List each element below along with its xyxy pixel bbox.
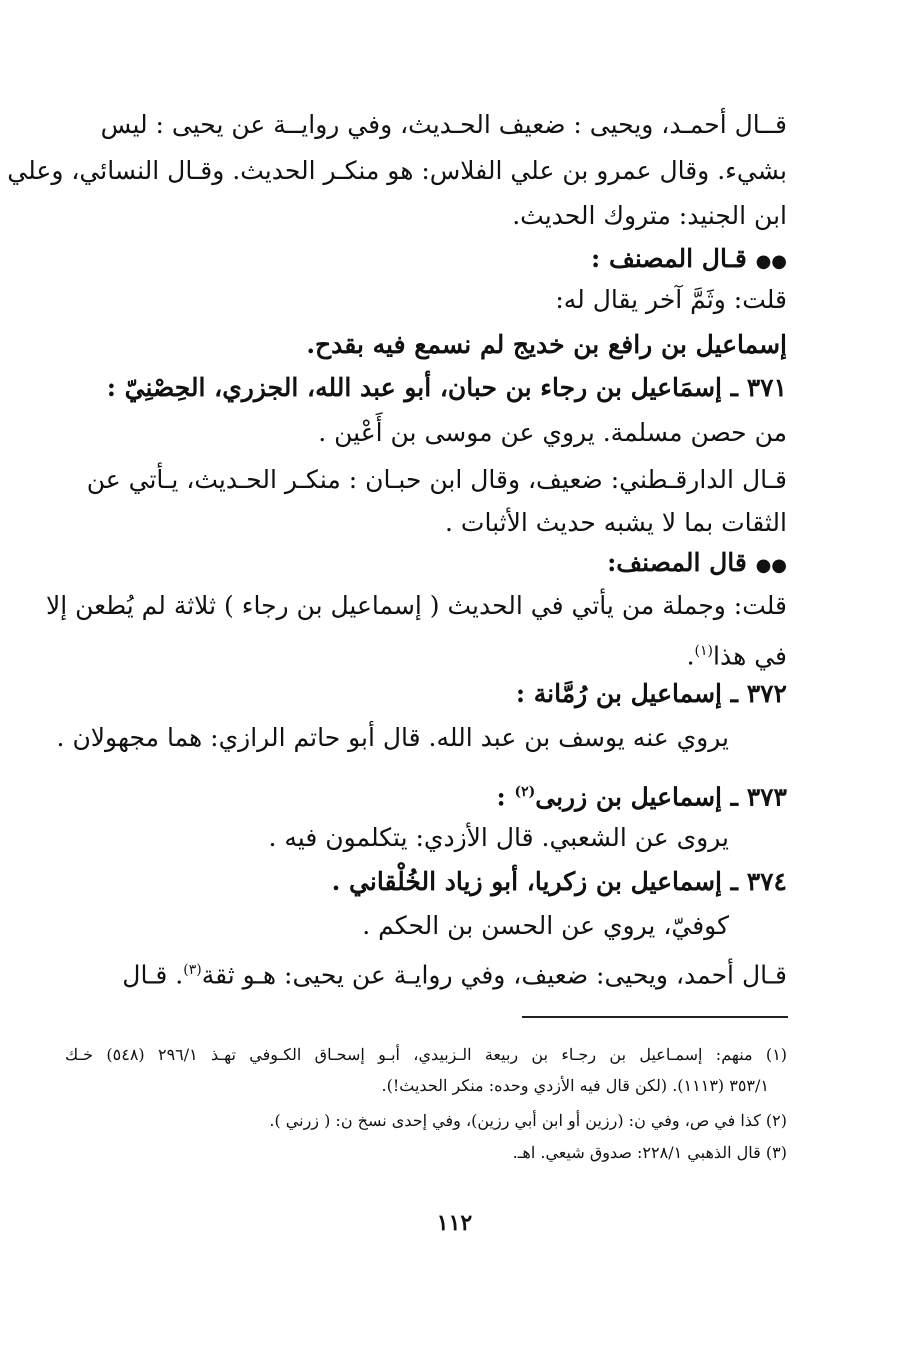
text-line: قلت: وثَمَّ آخر يقال له:: [555, 285, 787, 314]
bullet-dots-icon: ●●: [755, 251, 787, 272]
entry-heading-374: ٣٧٤ ـ إسماعيل بن زكريا، أبو زياد الخُلْقاني .: [331, 867, 787, 896]
text-line: قــال أحمـد، ويحيى : ضعيف الحـديث، وفي روايــة عن يحيى : ليس: [100, 110, 787, 139]
page-number: ١١٢: [436, 1210, 473, 1236]
footnote-ref: (٣): [183, 962, 202, 978]
entry-heading-371: ٣٧١ ـ إسمَاعيل بن رجاء بن حبان، أبو عبد الله، الجزري، الحِصْنِيّ :: [106, 373, 787, 402]
footnote-1-line: (١) منهم: إسمـاعيل بن رجـاء بن ربيعة الـزبيدي، أبـو إسحـاق الكـوفي تهـذ ٢٩٦/١ (٥٤٨) خـك: [65, 1045, 788, 1064]
footnote-ref: (١): [694, 643, 713, 659]
author-note-label: قال المصنف:: [607, 548, 747, 577]
text-fragment: :: [496, 782, 515, 812]
text-line: قلت: وجملة من يأتي في الحديث ( إسماعيل بن رجاء ) ثلاثة لم يُطعن إلا: [45, 591, 787, 620]
text-line: [123, 631, 787, 676]
text-line: كوفيّ، يروي عن الحسن بن الحكم .: [362, 911, 729, 940]
footnote-3: (٣) قال الذهبي ٢٢٨/١: صدوق شيعي. اهـ.: [512, 1143, 787, 1162]
bullet-dots-icon: ●●: [755, 555, 787, 576]
text-fragment: . قـال: [122, 960, 184, 990]
entry-heading-373: [123, 772, 787, 817]
text-line: بشيء. وقال عمرو بن علي الفلاس: هو منكـر الحديث. وقـال النسائي، وعلي: [7, 156, 787, 185]
text-line: قـال الدارقـطني: ضعيف، وقال ابن حبـان : منكـر الحـديث، يـأتي عن: [86, 465, 787, 494]
text-fragment: قـال أحمد، ويحيى: ضعيف، وفي روايـة عن يحيى: هـو ثقة: [201, 960, 787, 990]
text-fragment: .: [686, 641, 695, 671]
text-line: من حصن مسلمة. يروي عن موسى بن أَعْين .: [318, 418, 787, 447]
text-line: يروي عنه يوسف بن عبد الله. قال أبو حاتم الرازي: هما مجهولان .: [56, 723, 729, 752]
footnote-separator: [522, 1016, 788, 1018]
entry-heading-372: ٣٧٢ ـ إسماعيل بن رُمَّانة :: [515, 679, 787, 708]
text-line: ابن الجنيد: متروك الحديث.: [512, 201, 787, 230]
text-line: [123, 950, 787, 995]
text-fragment: ٣٧٣ ـ إسماعيل بن زربى: [535, 782, 787, 812]
footnote-1-line: ٣٥٣/١ (١١١٣). (لكن قال فيه الأزدي وحده: منكر الحديث!).: [381, 1076, 769, 1095]
author-note-label: قـال المصنف :: [591, 244, 747, 273]
footnote-2: (٢) كذا في ص، وفي ن: (رزين أو ابن أبي رزين)، وفي إحدى نسخ ن: ( زرني ).: [269, 1111, 787, 1130]
footnote-ref: (٢): [514, 784, 536, 800]
author-note-heading: [123, 543, 787, 586]
text-line: إسماعيل بن رافع بن خديج لم نسمع فيه بقدح.: [306, 330, 787, 359]
text-fragment: في هذا: [713, 641, 787, 671]
text-line: يروى عن الشعبي. قال الأزدي: يتكلمون فيه .: [268, 823, 729, 852]
author-note-heading: [123, 239, 787, 282]
text-line: الثقات بما لا يشبه حديث الأثبات .: [445, 508, 787, 537]
